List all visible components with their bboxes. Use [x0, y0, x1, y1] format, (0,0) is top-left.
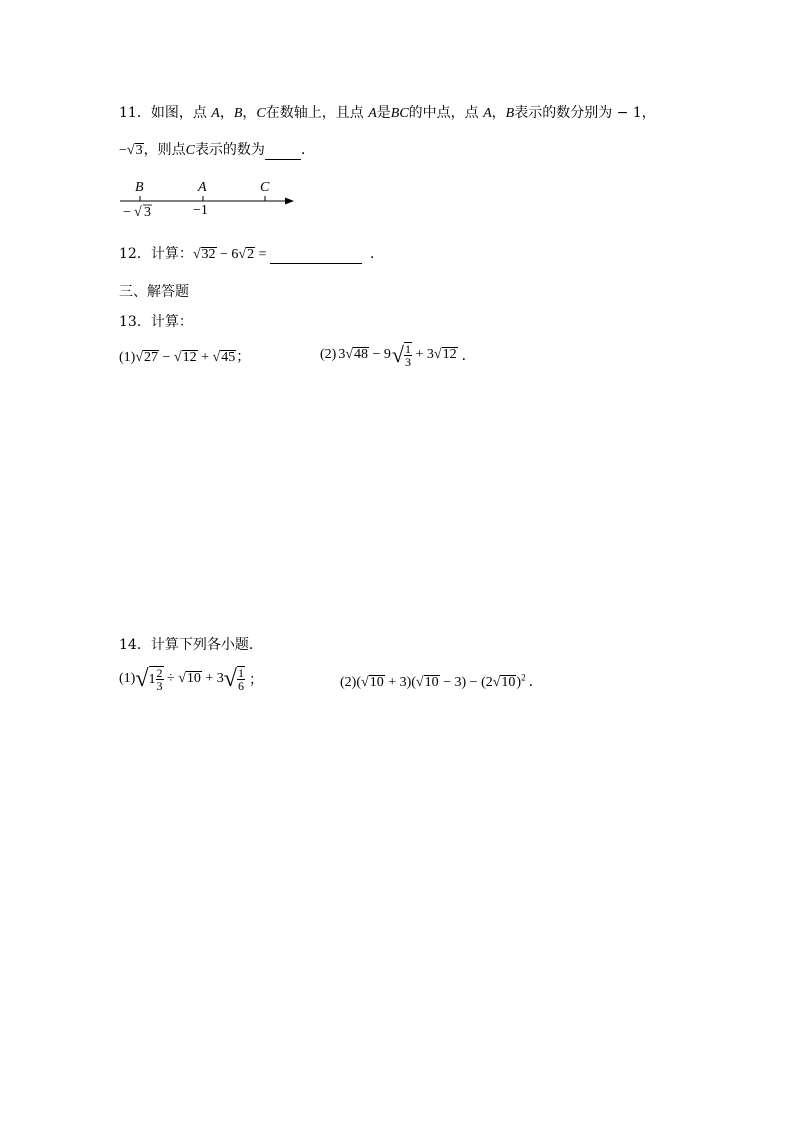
sqrt-icon: √: [135, 665, 149, 692]
sqrt-expression: √10: [178, 671, 201, 686]
sqrt-expression: √10: [361, 675, 384, 690]
point-label: A: [368, 106, 377, 121]
text: ，则点: [143, 142, 186, 158]
sqrt-expression: √48: [345, 347, 369, 362]
arrow-icon: [285, 198, 294, 205]
text: 表示的数分别为 − 1，: [514, 105, 656, 121]
paren: ): [516, 675, 522, 690]
answer-blank: [265, 145, 301, 160]
radicand: 12: [182, 350, 197, 365]
numerator: 1: [237, 666, 244, 680]
operator: +: [197, 350, 213, 365]
minus-sign: −: [119, 143, 127, 158]
axis-label-a: −1: [193, 203, 208, 218]
radicand: 10: [369, 675, 384, 690]
question-11-line-2: [119, 141, 315, 160]
radicand: 48: [354, 347, 369, 362]
denominator: 3: [156, 679, 163, 693]
radicand: 2: [247, 247, 255, 262]
operator: − 3) − (2: [439, 675, 493, 690]
text: 计算：: [150, 246, 193, 262]
radicand: 10: [186, 671, 201, 686]
radicand: 3: [135, 143, 143, 158]
sqrt-expression: √45: [212, 350, 236, 365]
part-label: (1): [119, 671, 136, 686]
text: ；: [236, 350, 251, 365]
denominator: 3: [405, 355, 411, 369]
radicand: 27: [144, 350, 159, 365]
text: ．: [370, 246, 385, 262]
axis-label-b-minus: −: [123, 205, 131, 220]
sqrt-icon: √: [134, 205, 142, 220]
text: 计算下列各小题．: [150, 637, 263, 653]
operator: −: [159, 350, 174, 365]
paren: (: [356, 675, 361, 690]
answer-blank: [270, 249, 362, 264]
text: 在数轴上，且点: [265, 105, 364, 121]
equals-sign: =: [255, 247, 271, 262]
radicand: 10: [424, 675, 439, 690]
denominator: 6: [237, 679, 244, 693]
part-label: (1): [119, 350, 136, 365]
text: 表示的数为: [194, 142, 265, 158]
text: 的中点，点: [408, 105, 479, 121]
sqrt-expression: √10: [415, 675, 439, 690]
radicand: 45: [221, 350, 236, 365]
question-14-title: [119, 636, 263, 654]
text: 计算：: [150, 314, 193, 330]
fraction: [237, 666, 245, 692]
question-13-title: [119, 313, 193, 331]
text: ．: [300, 142, 315, 158]
sqrt-icon: √: [391, 342, 404, 367]
whole-part: 1: [148, 671, 156, 687]
operator: + 3: [412, 347, 434, 362]
point-label: B: [505, 106, 515, 121]
axis-point-c: C: [260, 180, 270, 195]
exponent: 2: [521, 672, 526, 683]
part-label: (2): [320, 347, 337, 362]
point-label: A: [211, 106, 220, 121]
sqrt-expression: √3: [126, 143, 143, 158]
text: 是: [376, 105, 391, 121]
section-heading: 三、解答题: [119, 284, 189, 300]
point-label: C: [256, 106, 266, 121]
text: ；: [248, 673, 263, 688]
sqrt-expression: √2: [238, 247, 255, 262]
numerator: 1: [405, 342, 411, 356]
question-13-part-1: [119, 346, 250, 366]
sqrt-expression: √12: [433, 347, 457, 362]
operator: + 3)(: [384, 675, 416, 690]
question-number: 11．: [119, 105, 151, 121]
segment-label: BC: [390, 106, 409, 121]
fraction: [404, 342, 412, 368]
operator: + 3: [201, 671, 224, 686]
operator: ÷: [163, 671, 179, 686]
text: ，: [219, 105, 234, 121]
text: 如图，点: [150, 105, 207, 121]
point-label: B: [233, 106, 243, 121]
axis-point-a: A: [198, 180, 207, 195]
question-11-line-1: [119, 104, 656, 123]
text: ，: [491, 105, 506, 121]
number-line-figure: [114, 174, 304, 222]
mixed-number: [149, 666, 164, 692]
sqrt-icon: √: [223, 665, 237, 692]
question-14-part-2: [340, 671, 543, 691]
sqrt-expression: √12: [173, 350, 197, 365]
numerator: 2: [156, 666, 163, 680]
point-label: C: [185, 143, 195, 158]
part-label: (2): [340, 675, 357, 690]
question-number: 14．: [119, 637, 151, 653]
question-13-part-2: [320, 339, 476, 371]
radicand: 10: [501, 675, 516, 690]
question-number: 13．: [119, 314, 151, 330]
sqrt-expression: √10: [492, 675, 516, 690]
text: ，: [242, 105, 257, 121]
radicand: 32: [201, 247, 216, 262]
text: ．: [528, 675, 543, 690]
axis-point-b: B: [135, 180, 144, 195]
question-12: [119, 245, 384, 264]
question-14-part-1: [119, 662, 263, 696]
question-number: 12．: [119, 246, 151, 262]
fraction: [156, 667, 164, 692]
sqrt-expression: √32: [192, 247, 216, 262]
point-label: A: [483, 106, 492, 121]
radicand: 12: [442, 347, 457, 362]
operator: − 9: [369, 347, 391, 362]
sqrt-expression: √27: [135, 350, 159, 365]
text: ．: [461, 349, 476, 364]
axis-label-b-radicand: 3: [144, 205, 151, 220]
coefficient: 3: [338, 347, 346, 362]
operator: − 6: [216, 247, 239, 262]
